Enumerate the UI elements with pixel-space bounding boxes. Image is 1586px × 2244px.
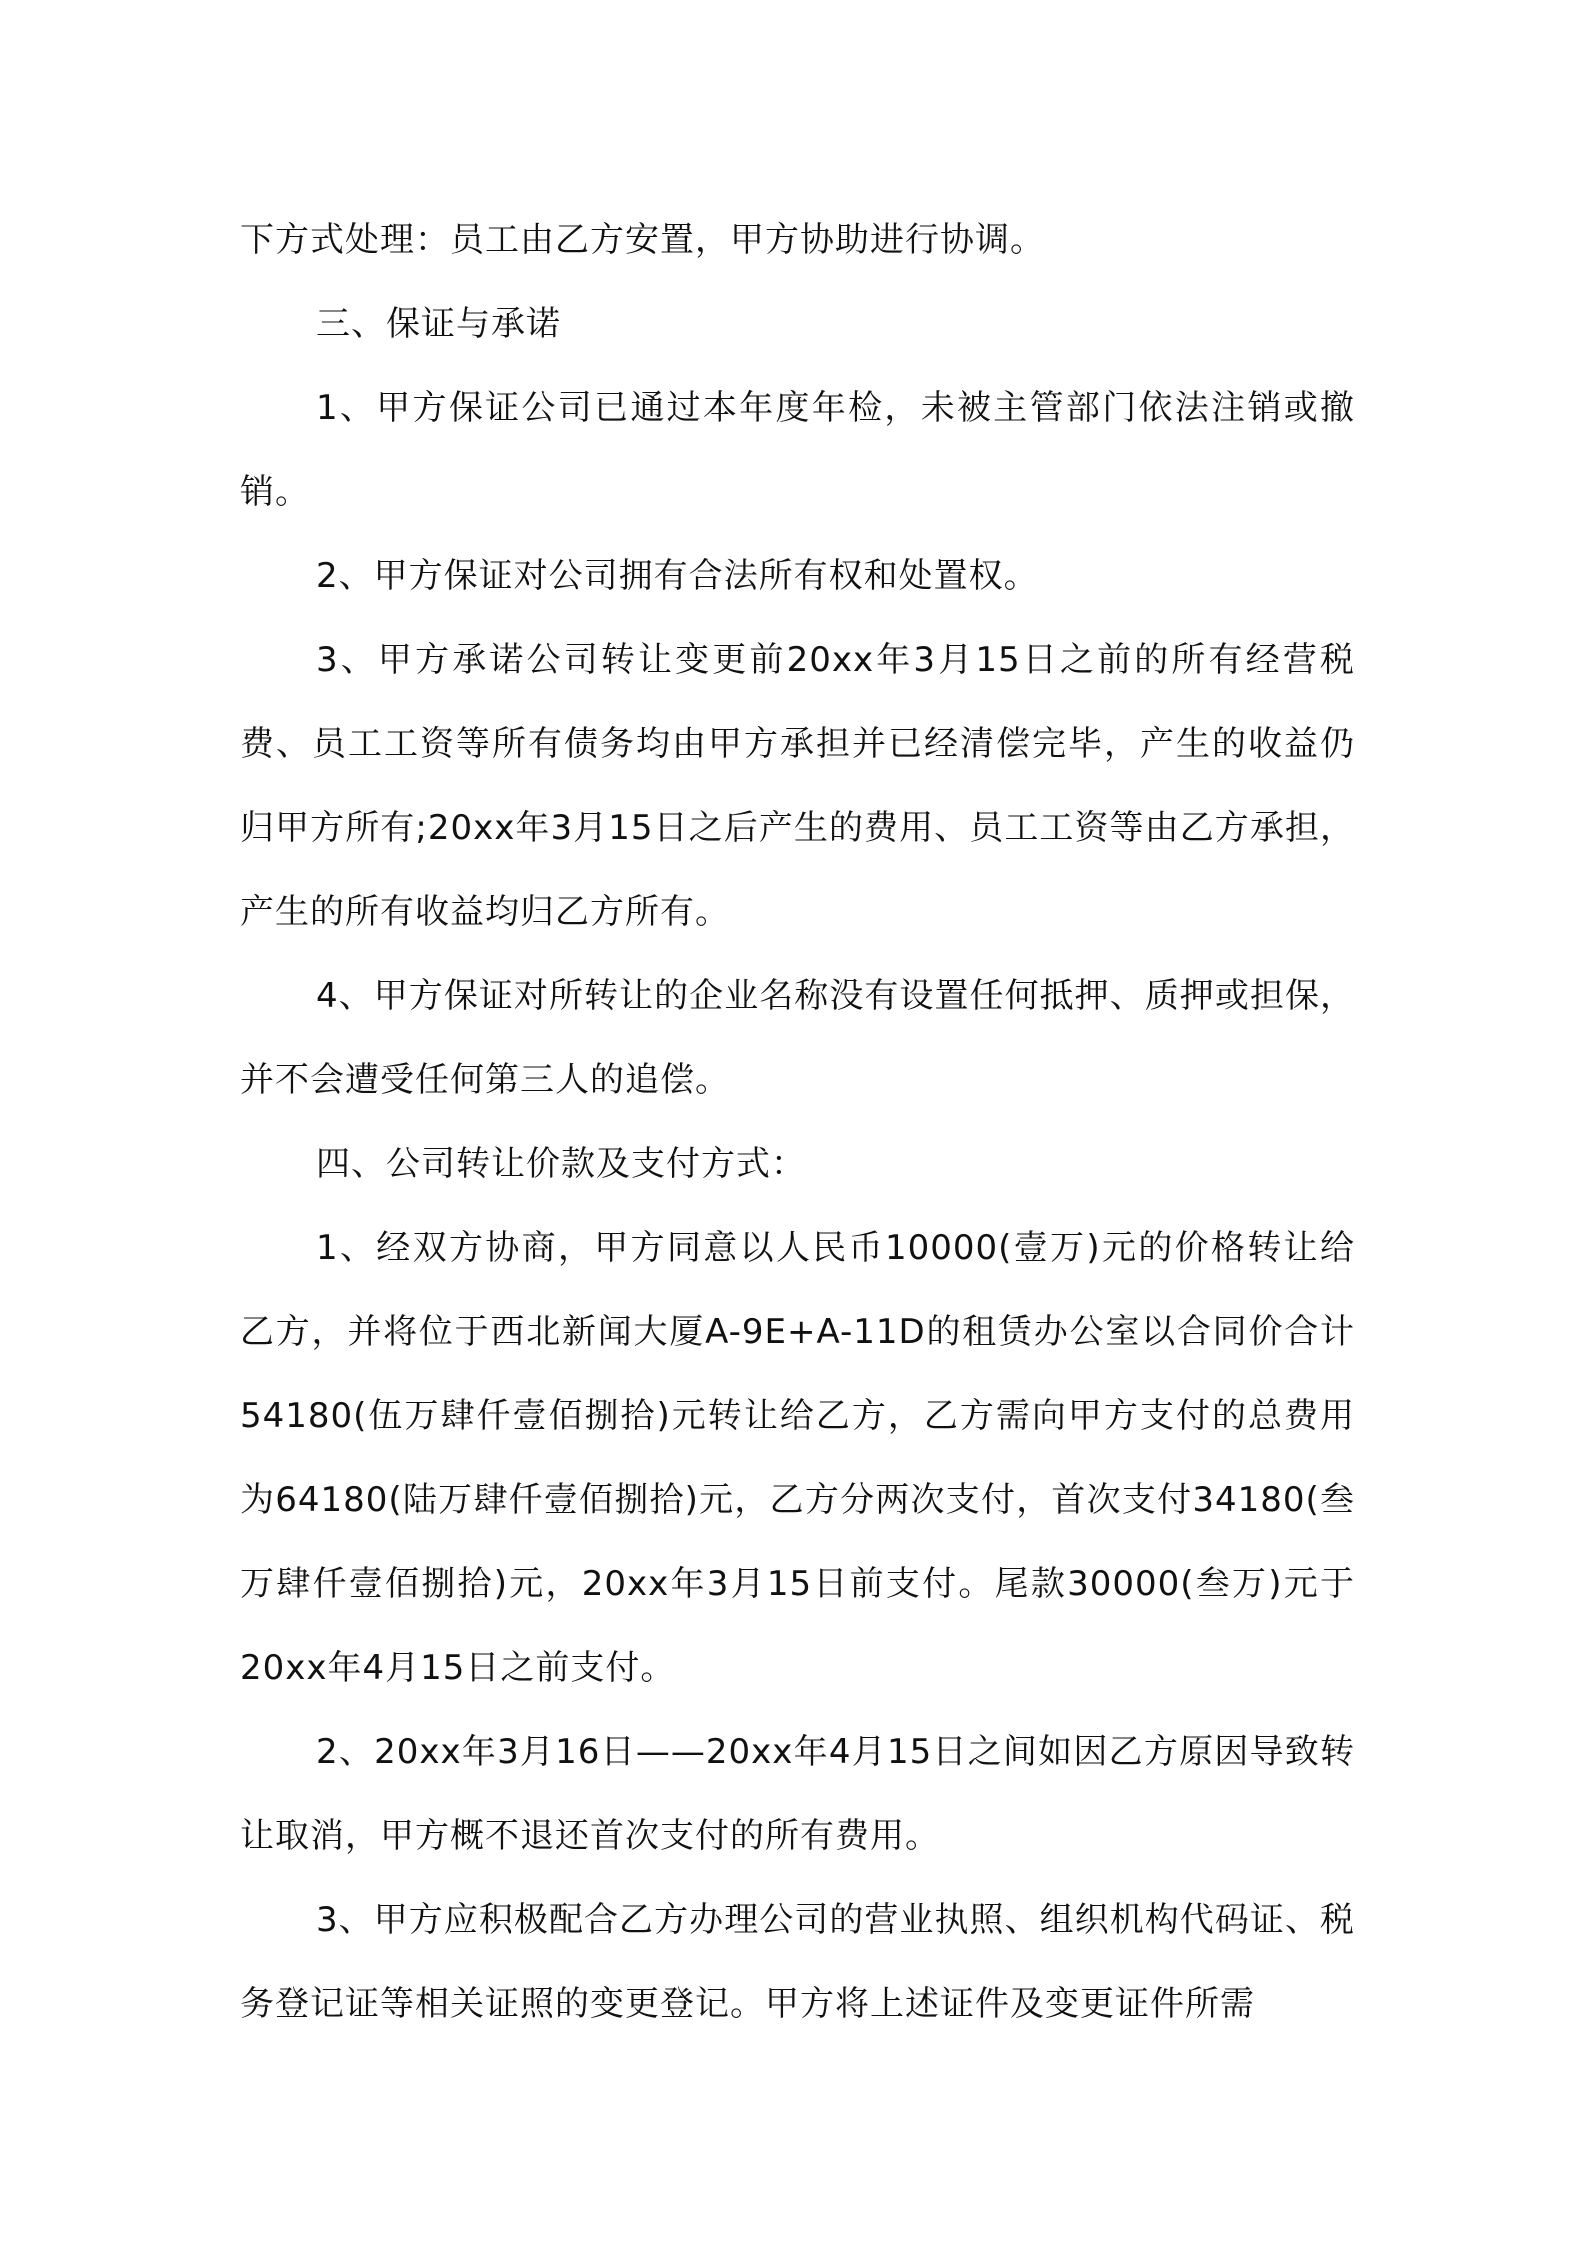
- section-heading-guarantees: 三、保证与承诺: [316, 304, 561, 344]
- paragraph-guarantee-4: 4、甲方保证对所转让的企业名称没有设置任何抵押、质押或担保，并不会遭受任何第三人的追偿。: [240, 976, 1355, 1100]
- paragraph-guarantee-2: 2、甲方保证对公司拥有合法所有权和处置权。: [316, 556, 1039, 596]
- paragraph-payment-2: 2、20xx年3月16日——20xx年4月15日之间如因乙方原因导致转让取消，甲方概不退还首次支付的所有费用。: [240, 1732, 1355, 1856]
- paragraph-payment-3: 3、甲方应积极配合乙方办理公司的营业执照、组织机构代码证、税务登记证等相关证照的变更登记。甲方将上述证件及变更证件所需: [240, 1900, 1355, 2024]
- section-heading-payment: 四、公司转让价款及支付方式：: [316, 1144, 806, 1184]
- paragraph-continuation: 下方式处理：员工由乙方安置，甲方协助进行协调。: [240, 220, 1045, 260]
- paragraph-guarantee-3: 3、甲方承诺公司转让变更前20xx年3月15日之前的所有经营税费、员工工资等所有债务均由甲方承担并已经清偿完毕，产生的收益仍归甲方所有;20xx年3月15日之后产生的费用、员工工资等由乙方承担，产生的所有收益均归乙方所有。: [240, 640, 1355, 932]
- document-body: [240, 198, 1355, 2046]
- paragraph-guarantee-1: 1、甲方保证公司已通过本年度年检，未被主管部门依法注销或撤销。: [240, 388, 1355, 512]
- paragraph-payment-1: 1、经双方协商，甲方同意以人民币10000(壹万)元的价格转让给乙方，并将位于西北新闻大厦A-9E+A-11D的租赁办公室以合同价合计54180(伍万肆仟壹佰捌拾)元转让给乙方，乙方需向甲方支付的总费用为64180(陆万肆仟壹佰捌拾)元，乙方分两次支付，首次支付34180(叁万肆仟壹佰捌拾)元，20xx年3月15日前支付。尾款30000(叁万)元于20xx年4月15日之前支付。: [240, 1228, 1355, 1688]
